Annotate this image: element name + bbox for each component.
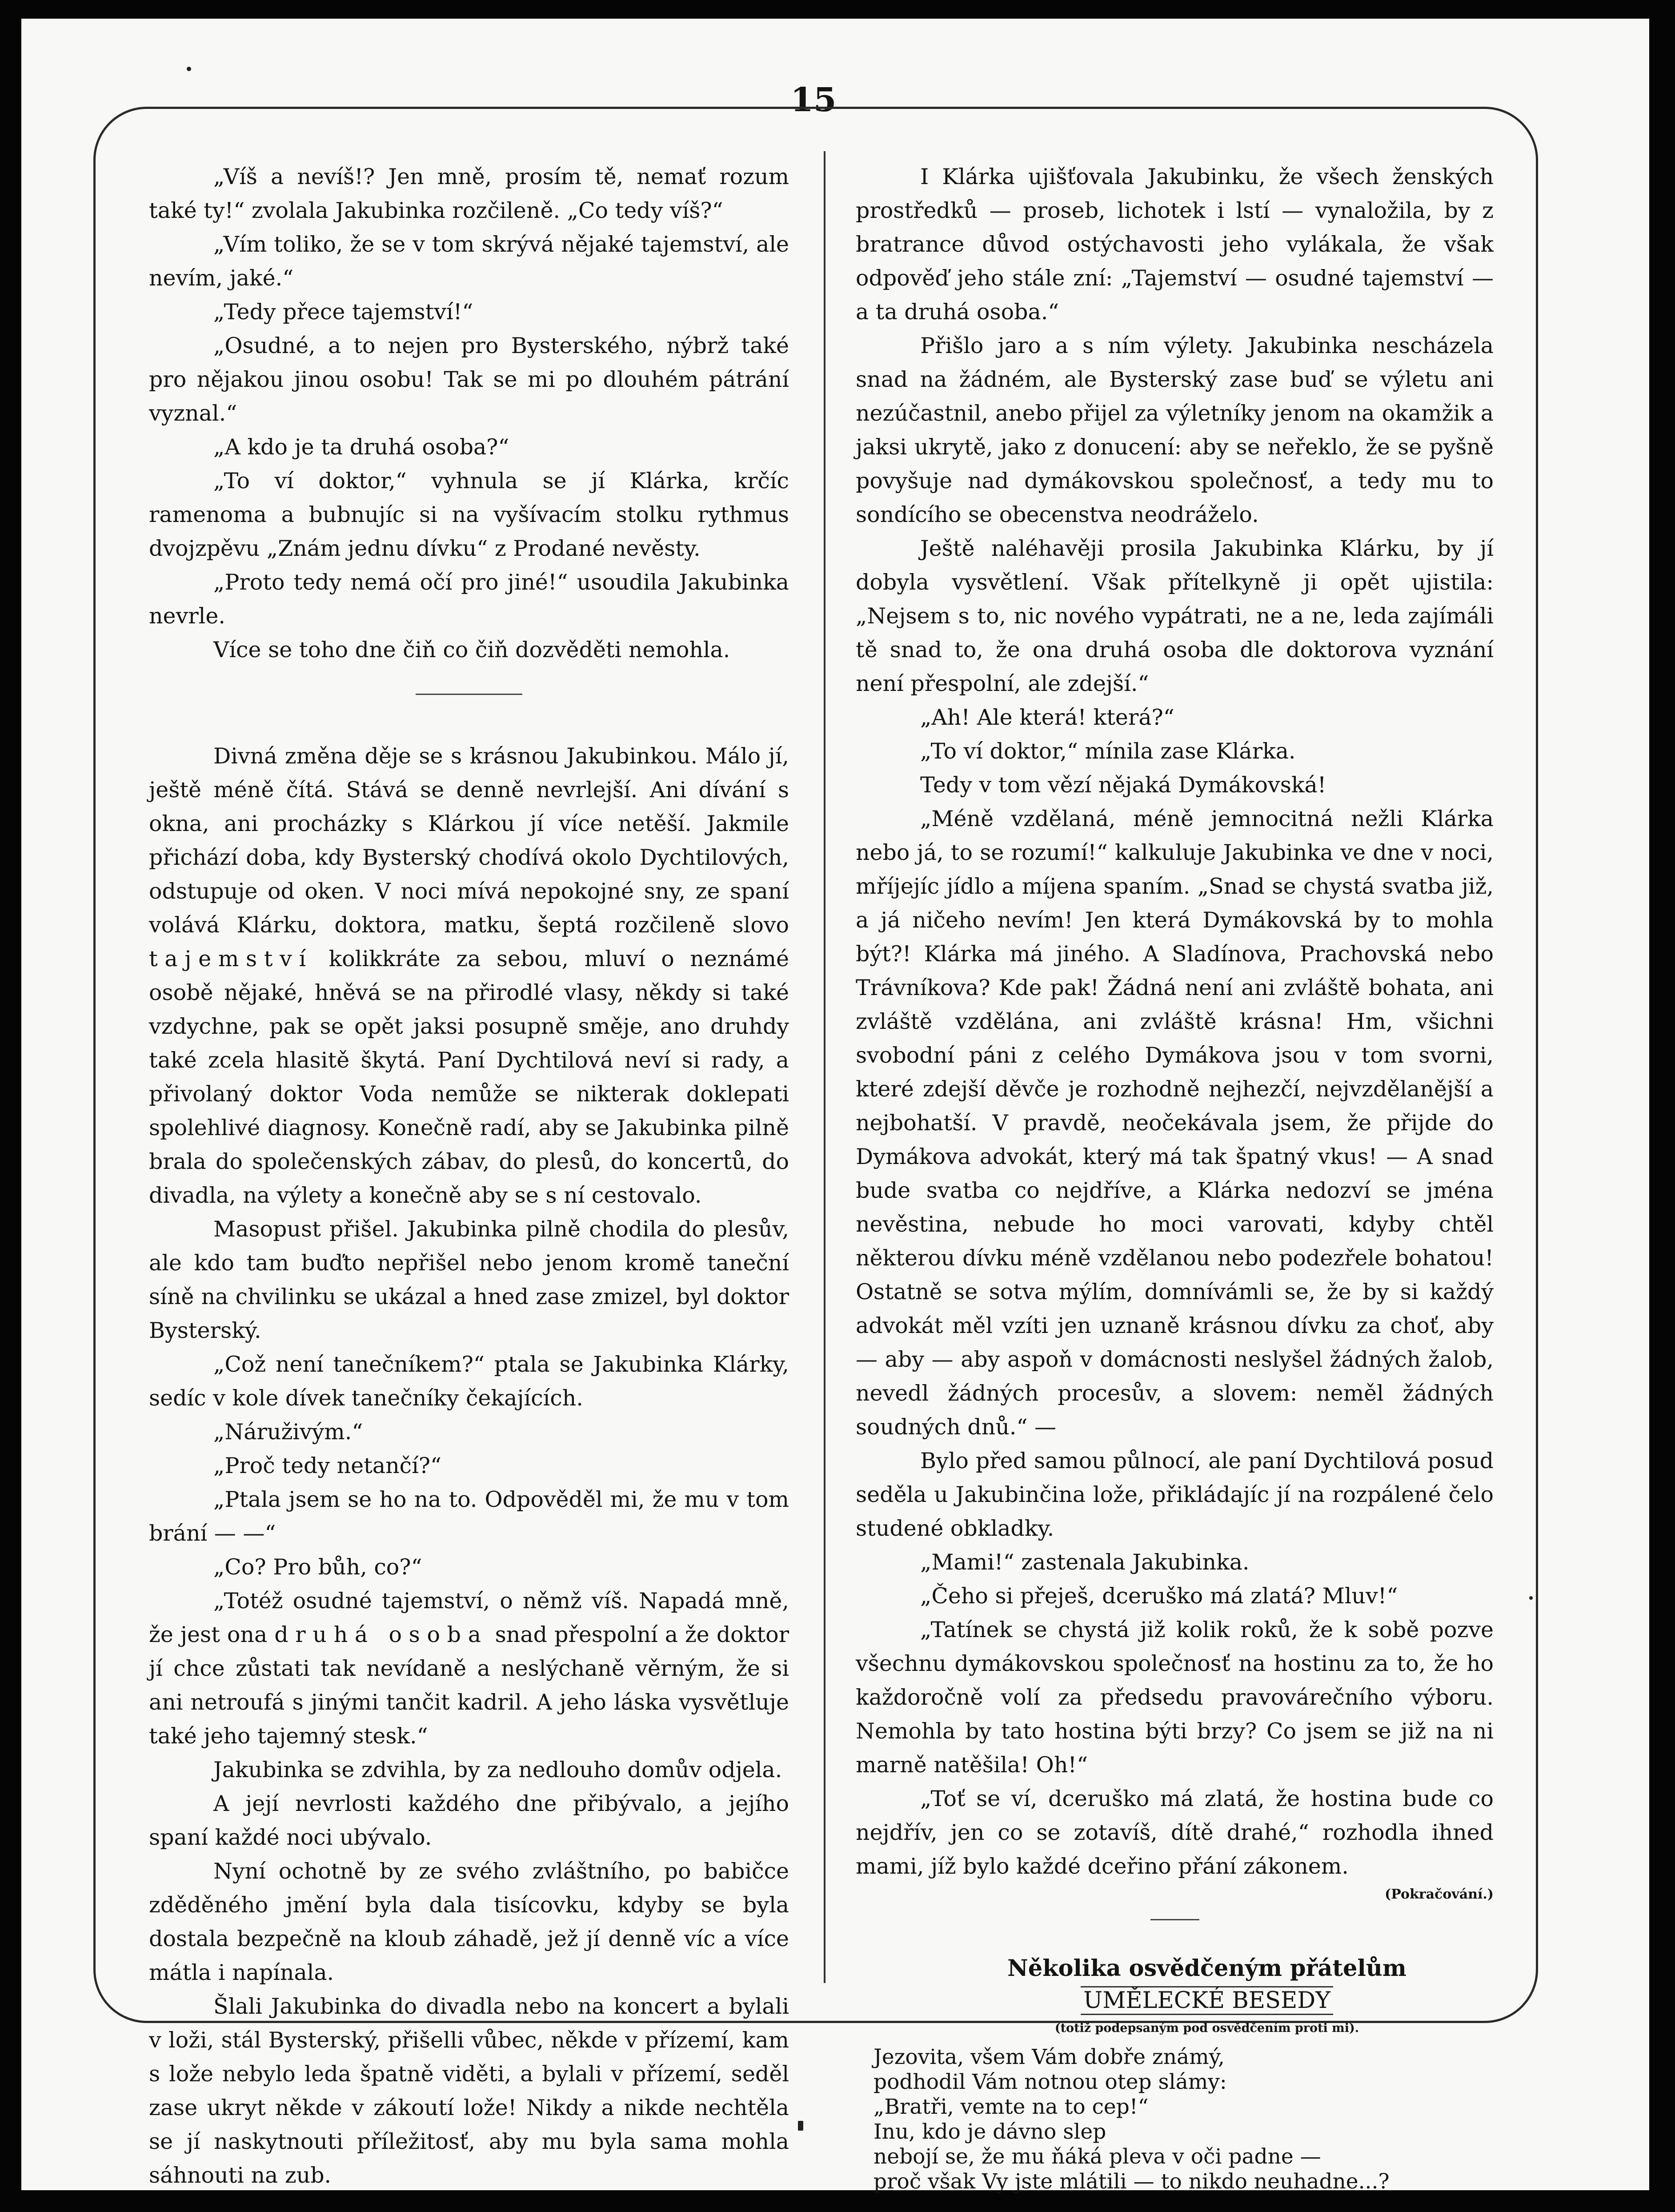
scan-speck <box>187 67 191 71</box>
paragraph: Šlali Jakubinka do divadla nebo na koncert a bylali v loži, stál Bysterský, přišelli vůbec, někde v přízemí, kam s lože nebylo leda špatně viděti, a bylali v přízemí, seděl zase ukryt někde v zákoutí lože! Nikdy a nikde nechtěla se jí naskytnouti příležitosť, aby mu byla sama mohla sáhnouti na zub. <box>149 1994 789 2188</box>
continued-rule <box>1150 1919 1199 1920</box>
paragraph: „Vím toliko, že se v tom skrývá nějaké tajemství, ale nevím, jaké.“ <box>149 232 789 291</box>
paragraph: Divná změna děje se s krásnou Jakubinkou. Málo jí, ještě méně čítá. Stává se denně nevrlejší. Ani dívání s okna, ani procházky s Klárkou jí více netěší. Jakmile přichází doba, kdy Bysterský chodívá okolo Dychtilových, odstupuje od oken. V noci mívá nepokojné sny, ze spaní volává Klárku, doktora, matku, šeptá rozčileně slovo tajemství kolikkráte za sebou, mluví o neznámé osobě nějaké, hněvá se na přirodlé vlasy, někdy si také vzdychne, pak se opět jaksi posupně směje, ano druhdy také zcela hlasitě škytá. Paní Dychtilová neví si rady, a přivolaný doktor Voda nemůže se nikterak doklepati spolehlivé diagnosy. Konečně radí, aby se Jakubinka pilně brala do společenských zábav, do plesů, do koncertů, do divadla, na výlety a konečně aby se s ní cestovalo. <box>149 743 789 1208</box>
scan-border-top <box>0 0 1675 19</box>
paragraph: „Co? Pro bůh, co?“ <box>213 1554 422 1580</box>
paragraph: Přišlo jaro a s ním výlety. Jakubinka nescházela snad na žádném, ale Bysterský zase buď se výletu ani nezúčastnil, anebo přijel za výletníky jenom na okamžik a jaksi ukrytě, jako z donucení: aby se neřeklo, že se pyšně povyšuje nad dymákovskou společnosť, a tedy mu to sondícího se obecenstva neodráželo. <box>856 333 1494 527</box>
paragraph: „Náruživým.“ <box>213 1419 363 1445</box>
poem-line: „Bratři, vemte na to cep!“ <box>874 2095 1149 2119</box>
paragraph: „Tatínek se chystá již kolik roků, že k sobě pozve všechnu dymákovskou společnosť na hostinu za to, že ho každoročně volí za předsedu pravovárečního výboru. Nemohla by tato hostina býti brzy? Co jsem se již na ni marně natěšila! Oh!“ <box>856 1617 1494 1778</box>
paragraph: „To ví doktor,“ mínila zase Klárka. <box>920 739 1296 764</box>
column-divider <box>824 151 825 1983</box>
paragraph: Masopust přišel. Jakubinka pilně chodila do plesův, ale kdo tam buďto nepřišel nebo jenom kromě taneční síně na chvilinku se ukázal a hned zase zmizel, byl doktor Bysterský. <box>149 1216 789 1343</box>
paragraph: „Ah! Ale která! která?“ <box>920 705 1174 730</box>
paragraph: „Proto tedy nemá očí pro jiné!“ usoudila Jakubinka nevrle. <box>149 570 789 629</box>
paragraph: Ještě naléhavěji prosila Jakubinka Klárku, by jí dobyla vysvětlení. Však přítelkyně ji opět ujistila: „Nejsem s to, nic nového vypátrati, ne a ne, leda zajímáli tě snad to, že ona druhá osoba dle doktorova vyznání není přespolní, ale zdejší.“ <box>856 536 1494 696</box>
scan-border-left <box>0 0 21 2212</box>
paragraph: Tedy v tom vězí nějaká Dymákovská! <box>920 772 1326 798</box>
section-divider <box>416 694 522 695</box>
paragraph: Více se toho dne čiň co čiň dozvěděti nemohla. <box>213 637 730 662</box>
paragraph: „Osudné, a to nejen pro Bysterského, nýbrž také pro nějakou jinou osobu! Tak se mi po dlouhém pátrání vyznal.“ <box>149 333 789 426</box>
scan-speck <box>798 2121 803 2131</box>
paragraph: „A kdo je ta druhá osoba?“ <box>213 434 509 460</box>
poem-line: Jezovita, všem Vám dobře známý, <box>874 2045 1225 2069</box>
paragraph: „Čeho si přeješ, dceruško má zlatá? Mluv!“ <box>920 1583 1398 1609</box>
paragraph: „To ví doktor,“ vyhnula se jí Klárka, krčíc ramenoma a bubnujíc si na vyšívacím stolku rythmus dvojzpěvu „Znám jednu dívku“ z Prodané nevěsty. <box>149 468 789 561</box>
paragraph: „Méně vzdělaná, méně jemnocitná nežli Klárka nebo já, to se rozumí!“ kalkuluje Jakubinka ve dne v noci, mříjejíc jídlo a míjena spaním. „Snad se chystá svatba již, a já ničeho nevím! Jen která Dymákovská by to mohla být?! Klárka má jiného. A Sladínova, Prachovská nebo Trávníkova? Kde pak! Žádná není ani zvláště bohata, ani zvláště vzdělána, ani zvláště krásna! Hm, všichni svobodní páni z celého Dymákova jsou v tom svorni, které zdejší děvče je rozhodně nejhezčí, nejvzdělanější a nejbohatší. V pravdě, neočekávala jsem, že přijde do Dymákova advokát, který má tak špatný vkus! — A snad bude svatba co nejdříve, a Klárka nedozví se jména nevěstina, nebude ho moci varovati, kdyby chtěl některou dívku méně vzdělanou nebo podezřele bohatou! Ostatně se sotva mýlím, domnívámli se, že by si každý advokát měl vzíti jen uznaně krásnou dívku za choť, aby — aby — aby aspoň v domácnosti neslyšel žádných žalob, nevedl žádných procesův, a slovem: neměl žádných soudných dnů.“ — <box>856 806 1494 1440</box>
paragraph: „Což není tanečníkem?“ ptala se Jakubinka Klárky, sedíc v kole dívek tanečníky čekajících. <box>149 1352 789 1411</box>
spaced-emphasis: druhá osoba <box>274 1622 488 1647</box>
spaced-emphasis: tajemství <box>149 946 313 972</box>
notice-subtitle: UMĚLECKÉ BESEDY <box>856 1985 1494 2016</box>
paragraph: „Toť se ví, dceruško má zlatá, že hostina bude co nejdřív, jen co se zotavíš, dítě drahé,“ rozhodla ihned mami, jíž bylo každé dceřino přání zákonem. <box>856 1786 1494 1879</box>
poem-line: proč však Vy jste mlátili — to nikdo neuhadne...? <box>874 2169 1390 2194</box>
paragraph: Nyní ochotně by ze svého zvláštního, po babičce zděděného jmění byla dala tisícovku, kdyby se byla dostala bezpečně na kloub záhadě, jež jí denně víc a více mátla i napínala. <box>149 1859 789 1985</box>
continued-label: (Pokračování.) <box>1385 1887 1494 1902</box>
notice-note: (totiž podepsaným pod osvědčením proti mi). <box>1054 2021 1359 2035</box>
poem-line: nebojí se, že mu ňáká pleva v oči padne — <box>874 2144 1321 2169</box>
poem-line: Inu, kdo je dávno slep <box>874 2120 1106 2144</box>
paragraph: „Totéž osudné tajemství, o němž víš. Napadá mně, že jest ona druhá osoba snad přespolní a že doktor jí chce zůstati tak nevídaně a neslýchaně věrným, že si ani netroufá s jinými tančit kadril. A jeho láska vysvětluje také jeho tajemný stesk.“ <box>149 1588 789 1749</box>
poem-line: podhodil Vám notnou otep slámy: <box>874 2070 1227 2094</box>
page-number: 15 <box>790 81 837 119</box>
paragraph: „Ptala jsem se ho na to. Odpověděl mi, že mu v tom brání — —“ <box>149 1487 789 1546</box>
paragraph: Jakubinka se zdvihla, by za nedlouho domův odjela. <box>213 1757 782 1782</box>
scan-speck <box>1529 1596 1533 1600</box>
paragraph: „Mami!“ zastenala Jakubinka. <box>920 1550 1250 1575</box>
scan-border-right <box>1649 0 1675 2212</box>
paragraph: Bylo před samou půlnocí, ale paní Dychtilová posud seděla u Jakubinčina lože, přikládajíc jí na rozpálené čelo studené obkladky. <box>856 1448 1494 1541</box>
right-column <box>856 160 1494 2194</box>
paragraph: „Proč tedy netančí?“ <box>213 1453 442 1478</box>
left-column <box>149 160 789 2192</box>
paragraph: I Klárka ujišťovala Jakubinku, že všech ženských prostředků — proseb, lichotek i lstí — vynaložila, by z bratrance důvod ostýchavosti jeho vylákala, že však odpověď jeho stále zní: „Tajemství — osudné tajemství — a ta druhá osoba.“ <box>856 164 1494 325</box>
paragraph: A její nevrlosti každého dne přibývalo, a jejího spaní každé noci ubývalo. <box>149 1791 789 1850</box>
paragraph: „Víš a nevíš!? Jen mně, prosím tě, nemať rozum také ty!“ zvolala Jakubinka rozčileně. „Co tedy víš?“ <box>149 164 789 223</box>
paragraph: „Tedy přece tajemství!“ <box>213 299 473 325</box>
notice-poem <box>874 2045 1494 2194</box>
notice-title: Několika osvědčeným přátelům <box>1007 1955 1407 1982</box>
